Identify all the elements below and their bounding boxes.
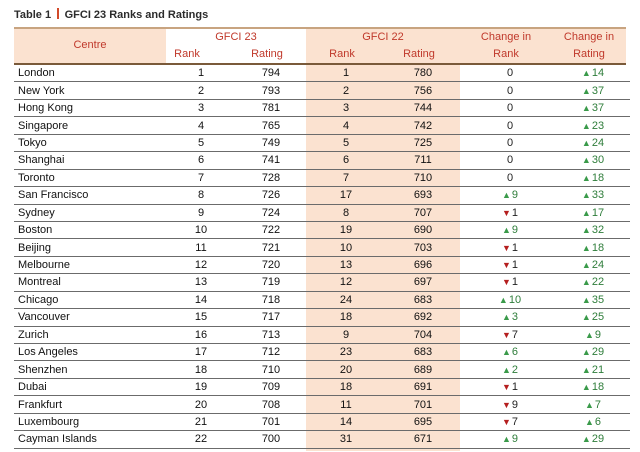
rank-23-cell: 15 (170, 309, 232, 326)
change-rank-value: 0 (506, 84, 514, 97)
change-rank-value: 1 (511, 206, 519, 219)
header-change-rank-bottom: Rank (493, 48, 519, 60)
rank-22-cell: 2 (310, 82, 382, 99)
rating-22-cell: 744 (382, 99, 464, 116)
rating-22-cell: 703 (382, 239, 464, 256)
change-rating-cell (556, 204, 630, 221)
change-rating-value: 18 (591, 381, 605, 394)
centre-cell: Shanghai (14, 152, 170, 169)
change-rating-value: 24 (591, 259, 605, 272)
change-rating-cell (556, 291, 630, 308)
change-rank-cell (464, 117, 556, 134)
change-rank-value: 0 (506, 67, 514, 80)
triangle-up-icon: ▲ (581, 260, 591, 271)
centre-cell: Tokyo (14, 134, 170, 151)
triangle-up-icon: ▲ (501, 364, 511, 375)
table-row (14, 169, 630, 186)
rating-22-cell: 707 (382, 204, 464, 221)
change-rank-value: 2 (511, 363, 519, 376)
triangle-up-icon: ▲ (581, 207, 591, 218)
change-rating-value: 9 (594, 328, 602, 341)
triangle-up-icon: ▲ (581, 68, 591, 79)
triangle-up-icon: ▲ (581, 242, 591, 253)
change-rating-cell (556, 431, 630, 448)
rank-22-cell: 13 (310, 256, 382, 273)
rank-22-cell: 5 (310, 134, 382, 151)
change-rating-value: 32 (591, 224, 605, 237)
change-rank-value: 0 (506, 102, 514, 115)
rank-22-cell: 7 (310, 169, 382, 186)
triangle-up-icon: ▲ (501, 312, 511, 323)
change-rank-value: 0 (506, 171, 514, 184)
rank-23-cell: 10 (170, 221, 232, 238)
centre-cell: Montreal (14, 274, 170, 291)
centre-cell: Chicago (14, 291, 170, 308)
centre-cell: Toronto (14, 169, 170, 186)
change-rating-cell (556, 239, 630, 256)
centre-cell: London (14, 65, 170, 82)
change-rank-cell (464, 413, 556, 430)
rating-22-cell: 704 (382, 326, 464, 343)
rating-23-cell: 700 (232, 431, 310, 448)
rating-22-cell: 711 (382, 152, 464, 169)
table-row (14, 274, 630, 291)
change-rank-cell (464, 309, 556, 326)
rating-23-cell: 741 (232, 152, 310, 169)
triangle-up-icon: ▲ (584, 399, 594, 410)
change-rating-value: 30 (591, 154, 605, 167)
triangle-down-icon: ▼ (501, 207, 511, 218)
change-rating-value: 25 (591, 311, 605, 324)
rank-22-cell: 18 (310, 309, 382, 326)
change-rank-value: 9 (511, 398, 519, 411)
change-rating-cell (556, 169, 630, 186)
rating-23-cell: 719 (232, 274, 310, 291)
rating-23-cell: 718 (232, 291, 310, 308)
change-rating-cell (556, 413, 630, 430)
triangle-up-icon: ▲ (581, 190, 591, 201)
change-rating-value: 29 (591, 433, 605, 446)
table-label: Table 1 (14, 9, 52, 21)
change-rating-value: 18 (591, 241, 605, 254)
change-rank-cell (464, 204, 556, 221)
rank-22-cell: 12 (310, 274, 382, 291)
change-rank-cell (464, 431, 556, 448)
change-rating-cell (556, 117, 630, 134)
table-row (14, 221, 630, 238)
rank-23-cell: 20 (170, 396, 232, 413)
rating-23-cell: 717 (232, 309, 310, 326)
rating-23-cell: 701 (232, 413, 310, 430)
triangle-down-icon: ▼ (501, 382, 511, 393)
rating-22-cell: 691 (382, 378, 464, 395)
table-row (14, 152, 630, 169)
rating-23-cell: 712 (232, 344, 310, 361)
change-rating-cell (556, 134, 630, 151)
table-row (14, 361, 630, 378)
rating-23-cell: 710 (232, 361, 310, 378)
triangle-up-icon: ▲ (501, 190, 511, 201)
rank-23-cell: 13 (170, 274, 232, 291)
change-rating-cell (556, 396, 630, 413)
triangle-down-icon: ▼ (501, 416, 511, 427)
change-rank-cell (464, 256, 556, 273)
rating-22-cell: 683 (382, 291, 464, 308)
table-row (14, 256, 630, 273)
change-rating-value: 17 (591, 206, 605, 219)
change-rank-value: 9 (511, 433, 519, 446)
change-rating-value: 6 (594, 415, 602, 428)
ranks-table-body (14, 65, 630, 448)
table-row (14, 291, 630, 308)
change-rating-cell (556, 378, 630, 395)
rating-22-cell: 710 (382, 169, 464, 186)
caption-divider (57, 8, 59, 19)
rank-22-cell: 23 (310, 344, 382, 361)
header-rating-22: Rating (403, 48, 435, 60)
change-rating-value: 23 (591, 119, 605, 132)
table-row (14, 396, 630, 413)
change-rank-value: 1 (511, 259, 519, 272)
change-rank-value: 9 (511, 189, 519, 202)
change-rank-cell (464, 134, 556, 151)
table-row (14, 187, 630, 204)
rank-22-cell: 6 (310, 152, 382, 169)
change-rating-value: 24 (591, 136, 605, 149)
rating-22-cell: 692 (382, 309, 464, 326)
rank-23-cell: 3 (170, 99, 232, 116)
centre-cell: Boston (14, 221, 170, 238)
triangle-down-icon: ▼ (501, 242, 511, 253)
change-rating-cell (556, 82, 630, 99)
header-rank-23: Rank (174, 48, 200, 60)
rank-22-cell: 24 (310, 291, 382, 308)
header-gfci23: GFCI 23 (215, 31, 257, 43)
triangle-up-icon: ▲ (498, 294, 508, 305)
centre-cell: Shenzhen (14, 361, 170, 378)
change-rank-cell (464, 239, 556, 256)
rank-22-cell: 31 (310, 431, 382, 448)
change-rating-cell (556, 65, 630, 82)
triangle-up-icon: ▲ (581, 225, 591, 236)
change-rating-value: 33 (591, 189, 605, 202)
table-row (14, 431, 630, 448)
change-rank-value: 0 (506, 154, 514, 167)
rating-22-cell: 689 (382, 361, 464, 378)
rating-23-cell: 781 (232, 99, 310, 116)
triangle-up-icon: ▲ (501, 225, 511, 236)
table-caption (14, 8, 208, 21)
change-rank-value: 1 (511, 241, 519, 254)
table-row (14, 117, 630, 134)
rating-23-cell: 749 (232, 134, 310, 151)
rating-22-cell: 697 (382, 274, 464, 291)
triangle-up-icon: ▲ (581, 347, 591, 358)
rating-22-cell: 701 (382, 396, 464, 413)
triangle-up-icon: ▲ (581, 137, 591, 148)
change-rank-value: 0 (506, 136, 514, 149)
centre-cell: Cayman Islands (14, 431, 170, 448)
rank-22-cell: 19 (310, 221, 382, 238)
rating-23-cell: 713 (232, 326, 310, 343)
centre-cell: New York (14, 82, 170, 99)
triangle-up-icon: ▲ (581, 85, 591, 96)
rank-22-cell: 9 (310, 326, 382, 343)
rating-23-cell: 726 (232, 187, 310, 204)
centre-cell: Zurich (14, 326, 170, 343)
change-rating-value: 35 (591, 293, 605, 306)
rank-22-cell: 8 (310, 204, 382, 221)
rank-23-cell: 19 (170, 378, 232, 395)
centre-cell: Melbourne (14, 256, 170, 273)
rating-23-cell: 708 (232, 396, 310, 413)
change-rating-value: 21 (591, 363, 605, 376)
rank-22-cell: 11 (310, 396, 382, 413)
rank-23-cell: 2 (170, 82, 232, 99)
change-rating-cell (556, 361, 630, 378)
rating-22-cell: 756 (382, 82, 464, 99)
triangle-up-icon: ▲ (581, 277, 591, 288)
change-rank-value: 10 (508, 293, 522, 306)
change-rank-cell (464, 82, 556, 99)
rating-23-cell: 721 (232, 239, 310, 256)
rank-23-cell: 5 (170, 134, 232, 151)
rating-23-cell: 765 (232, 117, 310, 134)
triangle-down-icon: ▼ (501, 277, 511, 288)
centre-cell: Beijing (14, 239, 170, 256)
change-rank-cell (464, 99, 556, 116)
header-gfci22: GFCI 22 (362, 31, 404, 43)
centre-cell: Singapore (14, 117, 170, 134)
rank-23-cell: 16 (170, 326, 232, 343)
triangle-up-icon: ▲ (501, 347, 511, 358)
rank-23-cell: 18 (170, 361, 232, 378)
triangle-up-icon: ▲ (581, 172, 591, 183)
change-rating-value: 37 (591, 102, 605, 115)
change-rating-value: 29 (591, 346, 605, 359)
change-rank-cell (464, 65, 556, 82)
triangle-up-icon: ▲ (581, 294, 591, 305)
rating-22-cell: 690 (382, 221, 464, 238)
rating-23-cell: 709 (232, 378, 310, 395)
change-rank-cell (464, 344, 556, 361)
triangle-up-icon: ▲ (584, 329, 594, 340)
change-rank-cell (464, 378, 556, 395)
triangle-down-icon: ▼ (501, 399, 511, 410)
table-row (14, 204, 630, 221)
rating-22-cell: 780 (382, 65, 464, 82)
header-rating-23: Rating (251, 48, 283, 60)
rating-23-cell: 722 (232, 221, 310, 238)
triangle-up-icon: ▲ (581, 364, 591, 375)
header-centre: Centre (73, 39, 107, 51)
rank-23-cell: 9 (170, 204, 232, 221)
change-rating-value: 7 (594, 398, 602, 411)
change-rating-cell (556, 256, 630, 273)
table-row (14, 326, 630, 343)
rating-23-cell: 728 (232, 169, 310, 186)
rank-22-cell: 3 (310, 99, 382, 116)
centre-cell: Dubai (14, 378, 170, 395)
change-rating-cell (556, 344, 630, 361)
centre-cell: Luxembourg (14, 413, 170, 430)
triangle-down-icon: ▼ (501, 329, 511, 340)
change-rating-cell (556, 309, 630, 326)
table-title: GFCI 23 Ranks and Ratings (64, 9, 209, 21)
change-rating-cell (556, 187, 630, 204)
rating-23-cell: 720 (232, 256, 310, 273)
centre-cell: Frankfurt (14, 396, 170, 413)
change-rating-cell (556, 274, 630, 291)
triangle-up-icon: ▲ (584, 416, 594, 427)
centre-cell: Los Angeles (14, 344, 170, 361)
header-change-rating-bottom: Rating (573, 48, 605, 60)
table-row (14, 344, 630, 361)
rank-23-cell: 12 (170, 256, 232, 273)
header-change-rank-top: Change in (480, 31, 532, 43)
rank-23-cell: 6 (170, 152, 232, 169)
rank-22-cell: 14 (310, 413, 382, 430)
centre-cell: Hong Kong (14, 99, 170, 116)
table-row (14, 378, 630, 395)
change-rank-value: 9 (511, 224, 519, 237)
rank-23-cell: 4 (170, 117, 232, 134)
triangle-up-icon: ▲ (581, 312, 591, 323)
rank-22-cell: 4 (310, 117, 382, 134)
rank-22-cell: 17 (310, 187, 382, 204)
rating-23-cell: 724 (232, 204, 310, 221)
rating-22-cell: 695 (382, 413, 464, 430)
header-rank-22: Rank (329, 48, 355, 60)
rating-23-cell: 794 (232, 65, 310, 82)
triangle-up-icon: ▲ (581, 382, 591, 393)
triangle-up-icon: ▲ (581, 120, 591, 131)
rank-22-cell: 20 (310, 361, 382, 378)
change-rank-value: 6 (511, 346, 519, 359)
rating-22-cell: 683 (382, 344, 464, 361)
centre-cell: San Francisco (14, 187, 170, 204)
rank-23-cell: 8 (170, 187, 232, 204)
rank-23-cell: 17 (170, 344, 232, 361)
triangle-down-icon: ▼ (501, 260, 511, 271)
change-rating-value: 14 (591, 67, 605, 80)
change-rank-value: 7 (511, 415, 519, 428)
change-rank-cell (464, 187, 556, 204)
rating-22-cell: 696 (382, 256, 464, 273)
table-row (14, 309, 630, 326)
change-rank-cell (464, 326, 556, 343)
triangle-up-icon: ▲ (501, 434, 511, 445)
change-rank-value: 0 (506, 119, 514, 132)
rank-23-cell: 11 (170, 239, 232, 256)
triangle-up-icon: ▲ (581, 155, 591, 166)
table-row (14, 134, 630, 151)
rating-22-cell: 742 (382, 117, 464, 134)
change-rating-cell (556, 152, 630, 169)
change-rating-value: 18 (591, 171, 605, 184)
triangle-up-icon: ▲ (581, 103, 591, 114)
rank-23-cell: 1 (170, 65, 232, 82)
rating-23-cell: 793 (232, 82, 310, 99)
ranks-table (14, 65, 630, 449)
change-rating-value: 37 (591, 84, 605, 97)
triangle-up-icon: ▲ (581, 434, 591, 445)
change-rank-cell (464, 152, 556, 169)
change-rating-cell (556, 326, 630, 343)
change-rank-cell (464, 274, 556, 291)
centre-cell: Vancouver (14, 309, 170, 326)
change-rank-value: 1 (511, 381, 519, 394)
table-row (14, 65, 630, 82)
change-rating-value: 22 (591, 276, 605, 289)
change-rank-value: 1 (511, 276, 519, 289)
change-rank-cell (464, 291, 556, 308)
change-rating-cell (556, 221, 630, 238)
rank-22-cell: 18 (310, 378, 382, 395)
table-row (14, 413, 630, 430)
change-rank-cell (464, 396, 556, 413)
rating-22-cell: 725 (382, 134, 464, 151)
rank-23-cell: 14 (170, 291, 232, 308)
rating-22-cell: 671 (382, 431, 464, 448)
change-rank-value: 7 (511, 328, 519, 341)
centre-cell: Sydney (14, 204, 170, 221)
rank-23-cell: 7 (170, 169, 232, 186)
rank-23-cell: 21 (170, 413, 232, 430)
rank-22-cell: 10 (310, 239, 382, 256)
change-rank-value: 3 (511, 311, 519, 324)
table-row (14, 99, 630, 116)
change-rank-cell (464, 361, 556, 378)
change-rating-cell (556, 99, 630, 116)
rating-22-cell: 693 (382, 187, 464, 204)
change-rank-cell (464, 221, 556, 238)
header-change-rating-top: Change in (563, 31, 615, 43)
table-row (14, 82, 630, 99)
change-rank-cell (464, 169, 556, 186)
table-row (14, 239, 630, 256)
rank-22-cell: 1 (310, 65, 382, 82)
rank-23-cell: 22 (170, 431, 232, 448)
